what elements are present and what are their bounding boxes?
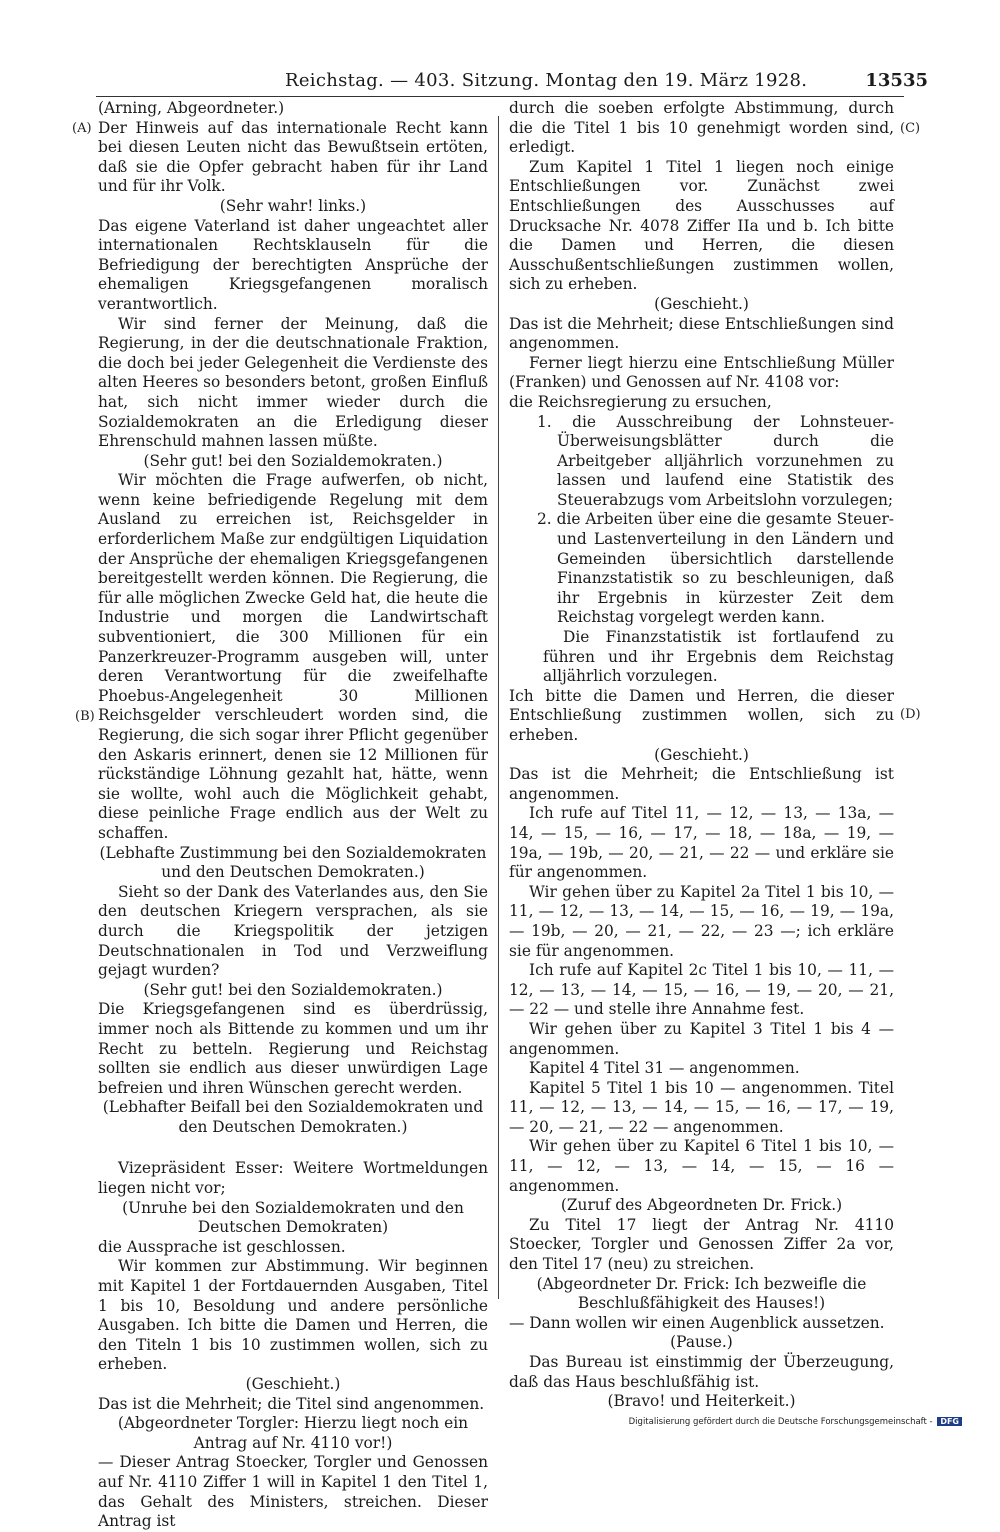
paragraph: Das ist die Mehrheit; die Entschließung ist angenommen. xyxy=(509,765,894,803)
interjection: (Geschieht.) xyxy=(654,745,749,764)
paragraph: (Arning, Abgeordneter.) xyxy=(98,99,285,117)
header-rule xyxy=(96,96,904,97)
paragraph: — Dann wollen wir einen Augenblick aussetzen. xyxy=(509,1313,885,1332)
interjection: (Geschieht.) xyxy=(654,294,749,313)
interjection: (Abgeordneter Dr. Frick: Ich bezweifle die Beschlußfähigkeit des Hauses!) xyxy=(536,1274,867,1313)
digitization-credit xyxy=(629,1417,962,1427)
paragraph: 2. die Arbeiten über eine die gesamte Steuer- und Lastenverteilung in den Ländern und Gemeinden übersichtlich darstellende Finanzstatistik so zu beschleunigen, daß ihr Ergebnis in kürzester Zeit dem Reichstag vorgelegt werden kann. xyxy=(537,510,894,627)
paragraph: Wir gehen über zu Kapitel 6 Titel 1 bis 10, — 11, — 12, — 13, — 14, — 15, — 16 — angenommen. xyxy=(509,1137,894,1195)
paragraph: durch die soeben erfolgte Abstimmung, durch die die Titel 1 bis 10 genehmigt worden sind, erledigt. xyxy=(509,99,894,157)
paragraph: Zu Titel 17 liegt der Antrag Nr. 4110 Stoecker, Torgler und Genossen Ziffer 2a vor, den Titel 17 (neu) zu streichen. xyxy=(509,1215,894,1274)
interjection: (Zuruf des Abgeordneten Dr. Frick.) xyxy=(560,1196,843,1215)
paragraph: Wir kommen zur Abstimmung. Wir beginnen mit Kapitel 1 der Fortdauernden Ausgaben, Titel 1 bis 10, Besoldung und andere persönliche Ausgaben. Ich bitte die Damen und Herren, die den Titeln 1 bis 10 zustimmen wollen, sich zu erheben. xyxy=(98,1257,488,1374)
paragraph: — Dieser Antrag Stoecker, Torgler und Genossen auf Nr. 4110 Ziffer 1 will in Kapitel 1 den Titel 1, das Gehalt des Ministers, streichen. Dieser Antrag ist xyxy=(98,1453,488,1531)
paragraph: Ferner liegt hierzu eine Entschließung Müller (Franken) und Genossen auf Nr. 4108 vor: xyxy=(509,353,894,392)
interjection: (Geschieht.) xyxy=(245,1375,341,1393)
paragraph: die Aussprache ist geschlossen. xyxy=(98,1237,346,1256)
margin-mark-c: (C) xyxy=(900,121,921,136)
paragraph: Zum Kapitel 1 Titel 1 liegen noch einige Entschließungen vor. Zunächst zwei Entschließungen des Ausschusses auf Drucksache Nr. 4078 Ziffer IIa und b. Ich bitte die Damen und Herren, die diesen Ausschußentschließungen zustimmen wollen, sich zu erheben. xyxy=(509,157,894,294)
paragraph: Vizepräsident Esser: Weitere Wortmeldungen liegen nicht vor; xyxy=(98,1159,488,1198)
paragraph: Der Hinweis auf das internationale Recht kann bei diesen Leuten nicht das Bewußtsein ertöten, daß sie die Opfer gebracht haben für ihr Land und für ihr Volk. xyxy=(98,118,488,196)
interjection: (Abgeordneter Torgler: Hierzu liegt noch ein Antrag auf Nr. 4110 vor!) xyxy=(117,1414,469,1452)
dfg-logo: DFG xyxy=(937,1417,962,1426)
paragraph: Wir möchten die Frage aufwerfen, ob nicht, wenn keine befriedigende Regelung mit dem Ausland zu erreichen ist, Reichsgelder in erforderlichem Maße zur endgültigen Liquidation der Ansprüche der ehemaligen Kriegsgefangenen bereitgestellt werden können. Die Regierung, die für alle möglichen Zwecke Geld hat, die heute die Industrie und morgen die Landwirtschaft subventioniert, die 300 Millionen für ein Panzerkreuzer-Programm ausgeben will, unter deren Verantwortung für die zweifelhafte Phoebus-Angelegenheit 30 Millionen Reichsgelder verschleudert worden sind, die Regierung, die sich sogar ihrer Pflicht gegenüber den Askaris erinnert, denen sie 12 Millionen für rückständige Löhnung gezahlt hat, hätte, wenn sie wollte, wohl auch die Möglichkeit gehabt, diese peinliche Frage endlich aus der Welt zu schaffen. xyxy=(98,471,488,842)
page-number: 13535 xyxy=(865,70,928,91)
paragraph: Wir sind ferner der Meinung, daß die Regierung, in der die deutschnationale Fraktion, die doch bei jeder Gelegenheit die Verdienste des alten Heeres so besonders betont, großen Einfluß hat, sich nicht immer wieder durch die Sozialdemokraten an die Erledigung dieser Ehrenschuld mahnen lassen müßte. xyxy=(98,314,488,451)
paragraph: die Reichsregierung zu ersuchen, xyxy=(509,392,772,411)
paragraph: Kapitel 4 Titel 31 — angenommen. xyxy=(529,1059,800,1078)
paragraph: Kapitel 5 Titel 1 bis 10 — angenommen. Titel 11, — 12, — 13, — 14, — 15, — 16, — 17, — 19, — 20, — 21, — 22 — angenommen. xyxy=(509,1078,894,1136)
column-divider xyxy=(498,116,499,1299)
margin-mark-b: (B) xyxy=(75,709,95,724)
interjection: (Sehr wahr! links.) xyxy=(219,196,367,215)
paragraph: Das ist die Mehrheit; diese Entschließungen sind angenommen. xyxy=(509,314,894,353)
interjection: (Pause.) xyxy=(670,1333,733,1352)
header-title: Reichstag. — 403. Sitzung. Montag den 19. März 1928. xyxy=(285,70,808,91)
paragraph: Die Finanzstatistik ist fortlaufend zu führen und ihr Ergebnis dem Reichstag alljährlich vorzulegen. xyxy=(543,628,894,686)
paragraph: Wir gehen über zu Kapitel 3 Titel 1 bis 4 — angenommen. xyxy=(509,1019,894,1058)
paragraph: Das eigene Vaterland ist daher ungeachtet aller internationalen Rechtsklauseln für die Befriedigung der berechtigten Ansprüche der ehemaligen Kriegsgefangenen moralisch verantwortlich. xyxy=(98,216,488,313)
interjection: (Lebhafte Zustimmung bei den Sozialdemokraten und den Deutschen Demokraten.) xyxy=(99,843,487,882)
paragraph: 1. die Ausschreibung der Lohnsteuer-Überweisungsblätter durch die Arbeitgeber alljährlich vorzunehmen zu lassen und laufend eine Statistik des Steuerabzugs vom Arbeitslohn vorzulegen; xyxy=(537,412,894,509)
interjection: (Lebhafter Beifall bei den Sozialdemokraten und den Deutschen Demokraten.) xyxy=(102,1098,484,1136)
paragraph: Ich rufe auf Kapitel 2c Titel 1 bis 10, — 11, — 12, — 13, — 14, — 15, — 16, — 19, — 20, — 21, — 22 — und stelle ihre Annahme fest. xyxy=(509,961,894,1019)
paragraph: Ich bitte die Damen und Herren, die dieser Entschließung zustimmen wollen, sich zu erheben. xyxy=(509,686,894,744)
paragraph: Das Bureau ist einstimmig der Überzeugung, daß das Haus beschlußfähig ist. xyxy=(509,1353,894,1391)
interjection: (Bravo! und Heiterkeit.) xyxy=(607,1392,796,1411)
right-column xyxy=(509,99,894,1412)
paragraph: Wir gehen über zu Kapitel 2a Titel 1 bis 10, — 11, — 12, — 13, — 14, — 15, — 16, — 19, — 19a, — 19b, — 20, — 21, — 22, — 23 —; ich erkläre sie für angenommen. xyxy=(509,882,894,960)
left-column xyxy=(98,99,488,1532)
paragraph: Die Kriegsgefangenen sind es überdrüssig, immer noch als Bittende zu kommen und um ihr Recht zu betteln. Regierung und Reichstag sollten sie endlich aus dieser unwürdigen Lage befreien und ihren Wünschen gerecht werden. xyxy=(98,1000,488,1097)
interjection: (Sehr gut! bei den Sozialdemokraten.) xyxy=(143,980,443,999)
paragraph: Das ist die Mehrheit; die Titel sind angenommen. xyxy=(98,1394,485,1413)
margin-mark-d: (D) xyxy=(900,707,921,722)
paragraph xyxy=(98,1137,488,1159)
margin-mark-a: (A) xyxy=(72,121,92,136)
paragraph: Ich rufe auf Titel 11, — 12, — 13, — 13a, — 14, — 15, — 16, — 17, — 18, — 18a, — 19, — 19a, — 19b, — 20, — 21, — 22 — und erkläre sie für angenommen. xyxy=(509,804,894,882)
credit-text: Digitalisierung gefördert durch die Deutsche Forschungsgemeinschaft - xyxy=(628,1417,933,1427)
page-header xyxy=(70,70,930,96)
interjection: (Unruhe bei den Sozialdemokraten und den Deutschen Demokraten) xyxy=(122,1198,464,1237)
paragraph: Sieht so der Dank des Vaterlandes aus, den Sie den deutschen Kriegern versprachen, als sie durch die Kriegspolitik der jetzigen Deutschnationalen in Tod und Verzweiflung gejagt wurden? xyxy=(98,882,488,980)
interjection: (Sehr gut! bei den Sozialdemokraten.) xyxy=(143,451,443,470)
